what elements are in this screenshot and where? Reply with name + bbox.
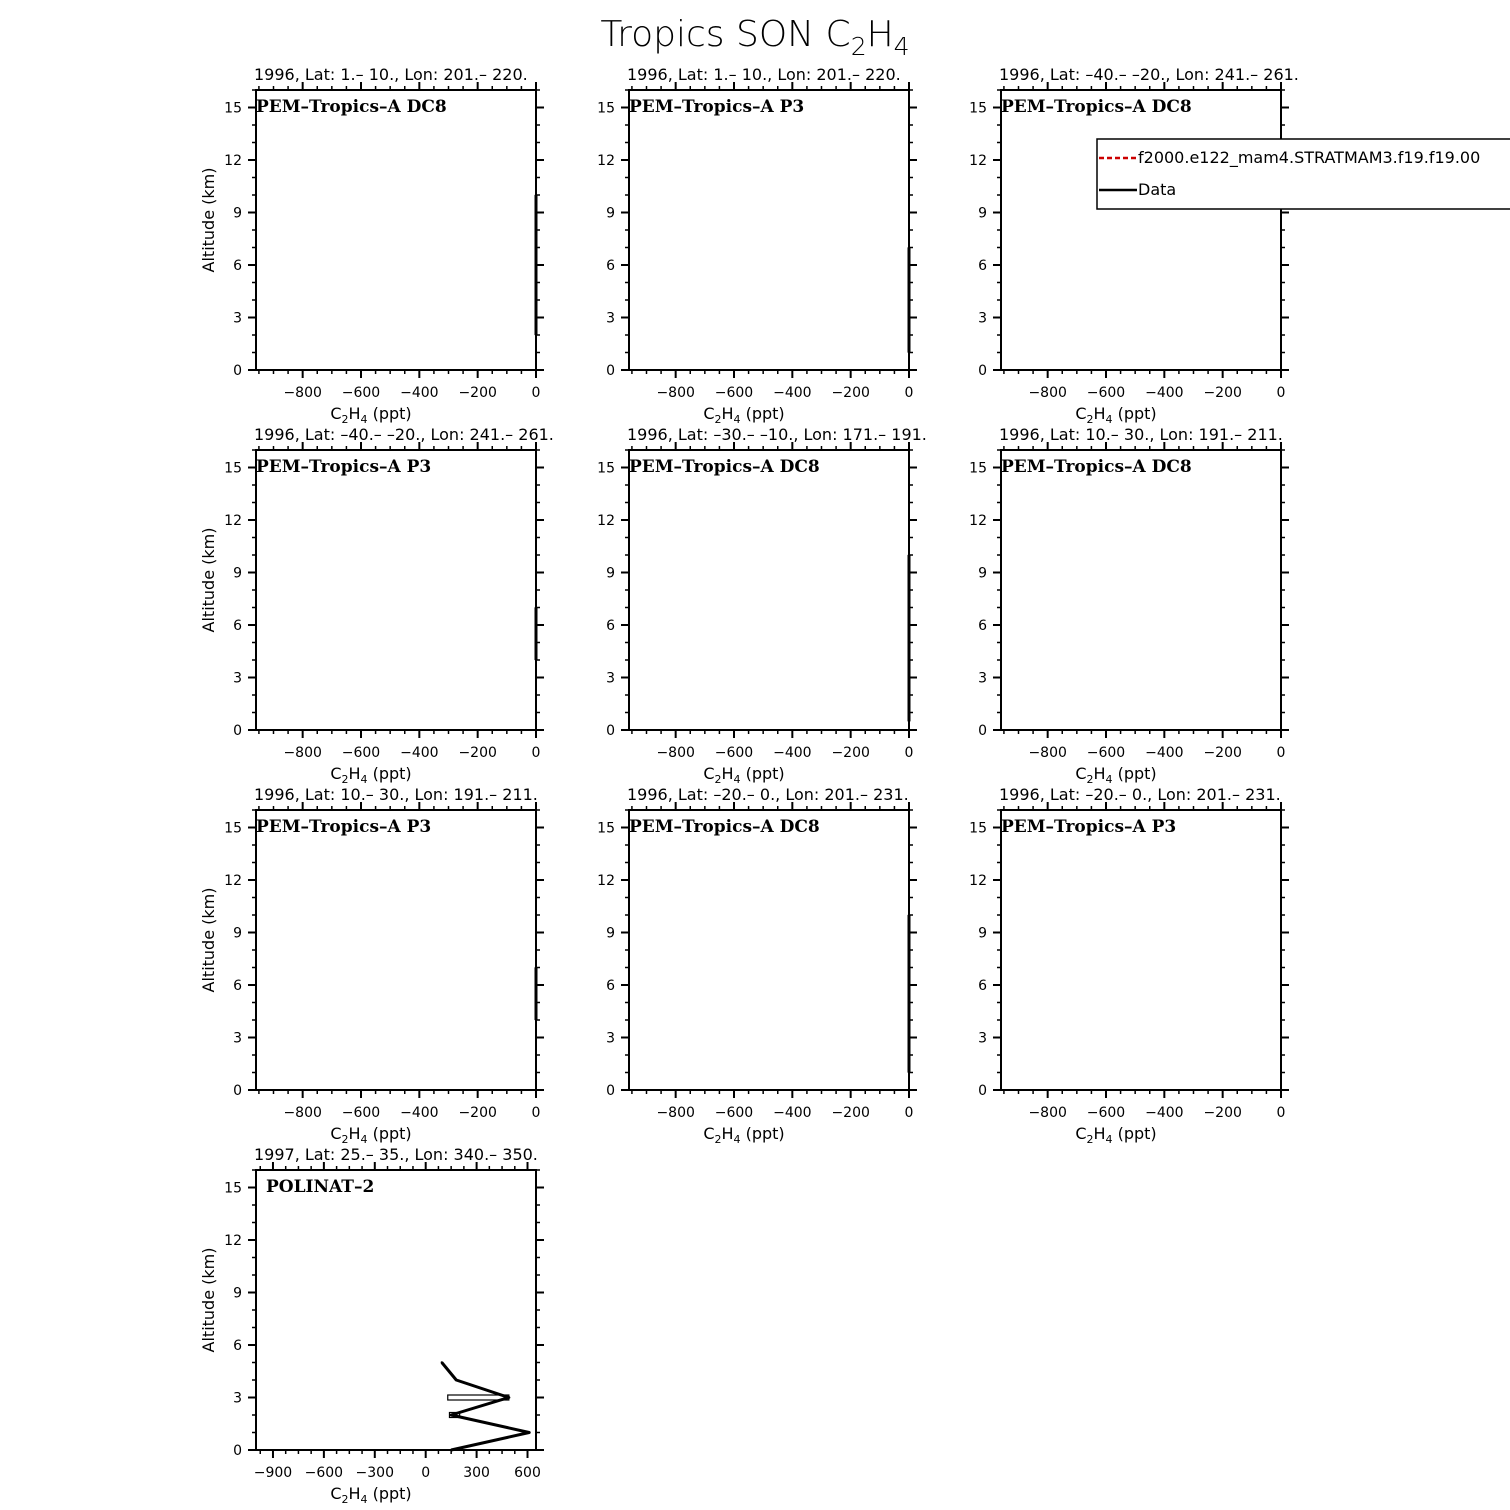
y-tick-label: 6 — [233, 1338, 242, 1354]
y-tick-label: 9 — [606, 925, 615, 942]
y-tick-label: 12 — [597, 153, 615, 169]
y-tick-label: 12 — [597, 873, 615, 889]
x-tick-label: −600 — [1086, 385, 1126, 401]
y-tick-label: 6 — [606, 618, 615, 634]
plot-frame — [1001, 450, 1281, 730]
x-tick-label: −200 — [831, 745, 870, 761]
y-tick-label: 3 — [606, 1030, 615, 1047]
plot-frame — [629, 90, 909, 370]
campaign-label: PEM–Tropics–A P3 — [256, 817, 432, 837]
legend-label: f2000.e122_mam4.STRATMAM3.f19.f19.00 — [1138, 148, 1481, 167]
y-tick-label: 15 — [597, 100, 615, 117]
panel-title: 1996, Lat: –20.– 0., Lon: 201.– 231. — [627, 785, 909, 804]
x-tick-label: 300 — [463, 1465, 490, 1481]
chart-panel-8 — [597, 785, 917, 1146]
y-tick-label: 3 — [978, 670, 987, 687]
panel-title: 1996, Lat: –40.– –20., Lon: 241.– 261. — [999, 65, 1299, 84]
x-tick-label: −600 — [714, 745, 754, 761]
plot-frame — [256, 450, 536, 730]
chart-panel-7 — [199, 785, 544, 1146]
x-tick-label: −800 — [656, 745, 695, 761]
data-point — [908, 1071, 910, 1073]
y-tick-label: 3 — [233, 310, 242, 327]
data-point — [908, 720, 910, 722]
y-axis-label: Altitude (km) — [199, 167, 218, 273]
x-tick-label: −400 — [773, 745, 812, 761]
x-tick-label: −800 — [283, 385, 322, 401]
data-point — [908, 554, 910, 556]
campaign-label: PEM–Tropics–A P3 — [629, 97, 805, 117]
x-tick-label: −200 — [831, 385, 870, 401]
chart-panel-4 — [199, 425, 554, 786]
x-tick-label: 0 — [531, 1105, 541, 1121]
chart-panel-6 — [969, 425, 1289, 786]
x-axis-label: $C_2H_4$ (ppt) — [330, 764, 412, 786]
y-tick-label: 6 — [978, 978, 987, 994]
plot-frame — [256, 90, 536, 370]
x-tick-label: −600 — [1086, 1105, 1126, 1121]
x-tick-label: 0 — [904, 1105, 914, 1121]
y-tick-label: 3 — [978, 310, 987, 327]
y-tick-label: 0 — [606, 723, 615, 739]
x-tick-label: −800 — [1028, 1105, 1067, 1121]
x-tick-label: −300 — [355, 1465, 395, 1481]
campaign-label: POLINAT–2 — [266, 1177, 375, 1197]
y-tick-label: 9 — [978, 205, 987, 222]
campaign-label: PEM–Tropics–A P3 — [256, 457, 432, 477]
campaign-label: PEM–Tropics–A DC8 — [256, 97, 447, 117]
x-tick-label: −600 — [341, 385, 381, 401]
x-axis-label: $C_2H_4$ (ppt) — [330, 1124, 412, 1146]
x-tick-label: 0 — [531, 385, 541, 401]
x-tick-label: −200 — [1203, 385, 1242, 401]
data-point — [441, 1361, 443, 1363]
panels-group — [199, 65, 1299, 1506]
x-tick-label: −200 — [831, 1105, 870, 1121]
x-axis-label: $C_2H_4$ (ppt) — [330, 1484, 412, 1506]
y-tick-label: 6 — [978, 258, 987, 274]
x-tick-label: −400 — [773, 385, 812, 401]
panel-title: 1996, Lat: 1.– 10., Lon: 201.– 220. — [627, 65, 901, 84]
data-point — [908, 694, 910, 696]
x-tick-label: −600 — [341, 745, 381, 761]
x-tick-label: −800 — [283, 1105, 322, 1121]
data-point — [535, 264, 537, 266]
campaign-label: PEM–Tropics–A DC8 — [629, 817, 820, 837]
panel-title: 1997, Lat: 25.– 35., Lon: 340.– 350. — [254, 1145, 538, 1164]
y-tick-label: 3 — [606, 670, 615, 687]
x-tick-label: 0 — [1276, 745, 1286, 761]
x-tick-label: −600 — [304, 1465, 344, 1481]
y-tick-label: 9 — [978, 565, 987, 582]
x-tick-label: 0 — [531, 745, 541, 761]
x-axis-label: $C_2H_4$ (ppt) — [330, 404, 412, 426]
y-tick-label: 3 — [233, 670, 242, 687]
y-tick-label: 9 — [606, 205, 615, 222]
plot-frame — [629, 450, 909, 730]
x-tick-label: −800 — [1028, 385, 1067, 401]
y-tick-label: 15 — [224, 820, 242, 837]
x-tick-label: 600 — [514, 1465, 541, 1481]
data-point — [455, 1379, 457, 1381]
panel-title: 1996, Lat: 10.– 30., Lon: 191.– 211. — [999, 425, 1283, 444]
y-tick-label: 15 — [969, 460, 987, 477]
x-tick-label: −600 — [714, 385, 754, 401]
y-tick-label: 15 — [224, 460, 242, 477]
panel-title: 1996, Lat: 10.– 30., Lon: 191.– 211. — [254, 785, 538, 804]
data-point — [908, 246, 910, 248]
y-tick-label: 3 — [978, 1030, 987, 1047]
data-point — [535, 299, 537, 301]
x-tick-label: −200 — [458, 1105, 497, 1121]
panel-title: 1996, Lat: –30.– –10., Lon: 171.– 191. — [627, 425, 927, 444]
data-point — [908, 914, 910, 916]
y-tick-label: 9 — [978, 925, 987, 942]
plot-frame — [256, 810, 536, 1090]
legend — [1097, 139, 1510, 209]
x-tick-label: 0 — [1276, 385, 1286, 401]
data-point — [908, 1036, 910, 1038]
y-tick-label: 6 — [606, 978, 615, 994]
x-tick-label: 0 — [904, 745, 914, 761]
chart-panel-5 — [597, 425, 927, 786]
y-tick-label: 12 — [597, 513, 615, 529]
y-tick-label: 0 — [233, 1443, 242, 1459]
y-axis-label: Altitude (km) — [199, 887, 218, 993]
x-tick-label: 0 — [1276, 1105, 1286, 1121]
y-tick-label: 9 — [233, 205, 242, 222]
x-tick-label: −600 — [714, 1105, 754, 1121]
x-tick-label: −200 — [1203, 1105, 1242, 1121]
y-tick-label: 12 — [969, 513, 987, 529]
x-tick-label: −200 — [458, 745, 497, 761]
y-tick-label: 15 — [224, 100, 242, 117]
campaign-label: PEM–Tropics–A P3 — [1001, 817, 1177, 837]
x-tick-label: −800 — [656, 1105, 695, 1121]
campaign-label: PEM–Tropics–A DC8 — [629, 457, 820, 477]
y-tick-label: 9 — [606, 565, 615, 582]
y-tick-label: 12 — [224, 153, 242, 169]
y-tick-label: 12 — [969, 153, 987, 169]
y-tick-label: 0 — [233, 1083, 242, 1099]
y-tick-label: 15 — [224, 1180, 242, 1197]
y-tick-label: 15 — [597, 820, 615, 837]
y-tick-label: 12 — [224, 513, 242, 529]
x-axis-label: $C_2H_4$ (ppt) — [703, 1124, 785, 1146]
x-tick-label: −600 — [1086, 745, 1126, 761]
x-tick-label: −400 — [1145, 385, 1184, 401]
data-point — [528, 1431, 530, 1433]
data-point — [535, 659, 537, 661]
figure-title: Tropics SON $C_2H_4$ — [600, 14, 910, 61]
y-tick-label: 0 — [233, 723, 242, 739]
legend-label: Data — [1138, 180, 1177, 199]
plot-frame — [1001, 90, 1281, 370]
chart-panel-10 — [199, 1145, 544, 1506]
y-axis-label: Altitude (km) — [199, 1247, 218, 1353]
y-tick-label: 3 — [606, 310, 615, 327]
y-tick-label: 9 — [233, 925, 242, 942]
y-tick-label: 0 — [606, 363, 615, 379]
data-point — [908, 351, 910, 353]
x-axis-label: $C_2H_4$ (ppt) — [1075, 404, 1157, 426]
y-tick-label: 0 — [233, 363, 242, 379]
series-line-data — [442, 1363, 529, 1451]
x-axis-label: $C_2H_4$ (ppt) — [703, 764, 785, 786]
x-axis-label: $C_2H_4$ (ppt) — [1075, 1124, 1157, 1146]
x-tick-label: −400 — [773, 1105, 812, 1121]
data-point — [450, 1414, 452, 1416]
data-point — [535, 1019, 537, 1021]
x-tick-label: −800 — [656, 385, 695, 401]
x-tick-label: −800 — [283, 745, 322, 761]
x-tick-label: −800 — [1028, 745, 1067, 761]
x-tick-label: −900 — [253, 1465, 293, 1481]
plot-frame — [629, 810, 909, 1090]
data-point — [908, 299, 910, 301]
data-point — [508, 1396, 510, 1398]
data-point — [535, 966, 537, 968]
panel-title: 1996, Lat: –20.– 0., Lon: 201.– 231. — [999, 785, 1281, 804]
y-tick-label: 3 — [233, 1390, 242, 1407]
y-tick-label: 6 — [606, 258, 615, 274]
y-tick-label: 9 — [233, 565, 242, 582]
data-point — [535, 633, 537, 635]
x-tick-label: −200 — [458, 385, 497, 401]
panel-title: 1996, Lat: 1.– 10., Lon: 201.– 220. — [254, 65, 528, 84]
data-point — [535, 194, 537, 196]
chart-panel-2 — [597, 65, 917, 426]
y-tick-label: 0 — [978, 363, 987, 379]
x-axis-label: $C_2H_4$ (ppt) — [703, 404, 785, 426]
x-tick-label: −400 — [400, 1105, 439, 1121]
y-axis-label: Altitude (km) — [199, 527, 218, 633]
x-tick-label: 0 — [904, 385, 914, 401]
panel-title: 1996, Lat: –40.– –20., Lon: 241.– 261. — [254, 425, 554, 444]
data-point — [535, 606, 537, 608]
x-axis-label: $C_2H_4$ (ppt) — [1075, 764, 1157, 786]
campaign-label: PEM–Tropics–A DC8 — [1001, 97, 1192, 117]
y-tick-label: 6 — [978, 618, 987, 634]
chart-panel-3 — [969, 65, 1299, 426]
y-tick-label: 12 — [969, 873, 987, 889]
data-point — [908, 624, 910, 626]
plot-frame — [1001, 810, 1281, 1090]
y-tick-label: 15 — [597, 460, 615, 477]
x-tick-label: 0 — [421, 1465, 431, 1481]
x-tick-label: −400 — [400, 745, 439, 761]
x-tick-label: −400 — [400, 385, 439, 401]
y-tick-label: 3 — [233, 1030, 242, 1047]
y-tick-label: 15 — [969, 820, 987, 837]
chart-panel-9 — [969, 785, 1289, 1146]
x-tick-label: −200 — [1203, 745, 1242, 761]
y-tick-label: 0 — [978, 1083, 987, 1099]
campaign-label: PEM–Tropics–A DC8 — [1001, 457, 1192, 477]
data-point — [535, 334, 537, 336]
y-tick-label: 9 — [233, 1285, 242, 1302]
y-tick-label: 0 — [606, 1083, 615, 1099]
y-tick-label: 12 — [224, 1233, 242, 1249]
y-tick-label: 12 — [224, 873, 242, 889]
plot-frame — [256, 1170, 536, 1450]
y-tick-label: 6 — [233, 618, 242, 634]
data-point — [450, 1449, 452, 1451]
x-tick-label: −600 — [341, 1105, 381, 1121]
x-tick-label: −400 — [1145, 1105, 1184, 1121]
data-point — [908, 966, 910, 968]
y-tick-label: 0 — [978, 723, 987, 739]
y-tick-label: 6 — [233, 978, 242, 994]
x-tick-label: −400 — [1145, 745, 1184, 761]
y-tick-label: 15 — [969, 100, 987, 117]
chart-panel-1 — [199, 65, 544, 426]
y-tick-label: 6 — [233, 258, 242, 274]
